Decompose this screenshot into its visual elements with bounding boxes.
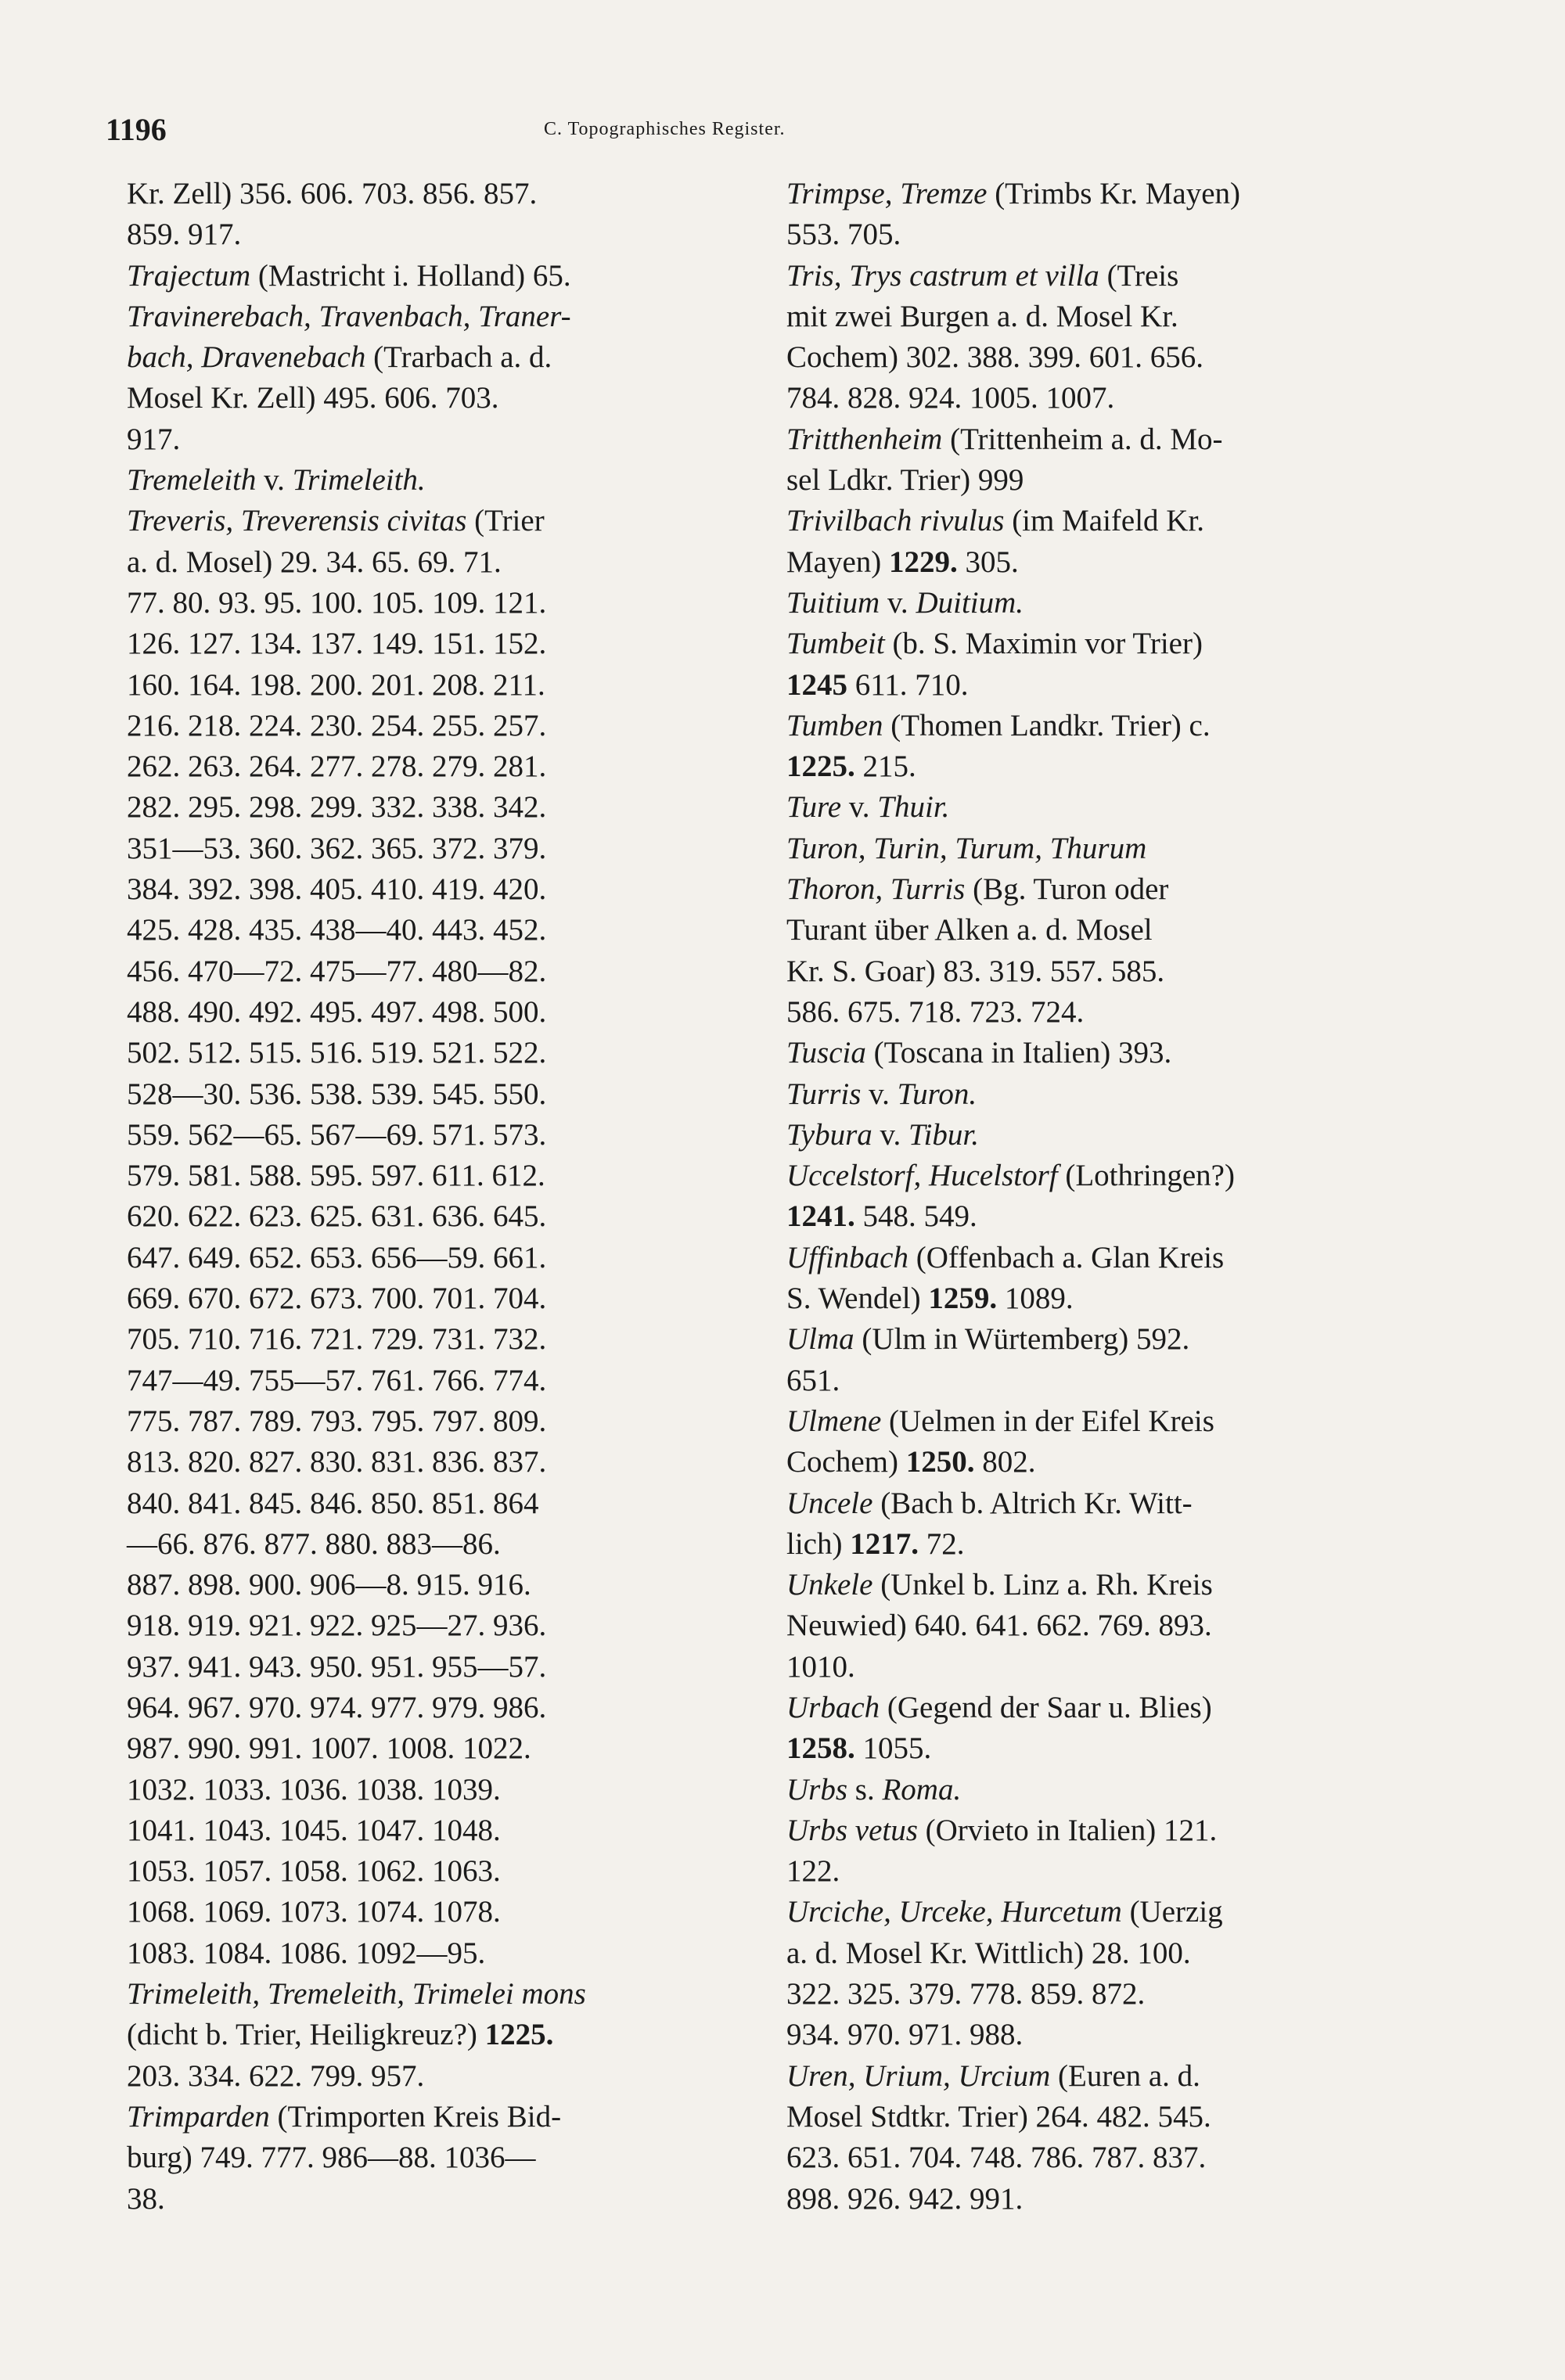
entry-text: 528—30. 536. 538. 539. 545. 550. <box>127 1077 547 1111</box>
place-name: Unkele <box>786 1568 873 1602</box>
register-line <box>127 829 808 869</box>
register-line <box>786 1770 1436 1810</box>
entry-text: 282. 295. 298. 299. 332. 338. 342. <box>127 790 547 825</box>
register-line <box>786 2137 1436 2178</box>
entry-text: S. Wendel) <box>786 1282 929 1316</box>
entry-text: (Ulm in Würtemberg) 592. <box>854 1322 1190 1357</box>
place-name: Trivilbach rivulus <box>786 504 1005 538</box>
register-line <box>786 1156 1436 1196</box>
register-line <box>127 1033 808 1073</box>
place-name: Treveris, Treverensis civitas <box>127 504 467 538</box>
entry-text: 611. 710. <box>847 667 969 702</box>
entry-text: 1041. 1043. 1045. 1047. 1048. <box>127 1813 501 1847</box>
register-line <box>127 992 808 1033</box>
place-name: Tibur. <box>908 1117 979 1152</box>
register-line <box>127 1524 808 1565</box>
running-title: C. Topographisches Register. <box>544 119 786 139</box>
entry-text: 620. 622. 623. 625. 631. 636. 645. <box>127 1199 547 1234</box>
register-line <box>127 1851 808 1892</box>
place-name: Ulmene <box>786 1404 882 1438</box>
register-line <box>786 1524 1436 1565</box>
entry-text: v. <box>256 463 293 498</box>
register-line <box>127 378 808 419</box>
register-line <box>127 869 808 910</box>
entry-text: 553. 705. <box>786 218 901 252</box>
entry-text: 38. <box>127 2181 165 2216</box>
register-line <box>786 2015 1436 2055</box>
page-number: 1196 <box>106 112 167 147</box>
entry-text: (Thomen Landkr. Trier) c. <box>883 708 1211 742</box>
register-line <box>786 337 1436 378</box>
entry-text: (Trimporten Kreis Bid- <box>269 2099 562 2134</box>
register-line <box>786 214 1436 255</box>
entry-text: 623. 651. 704. 748. 786. 787. 837. <box>786 2141 1207 2175</box>
register-line <box>786 910 1436 951</box>
register-line <box>127 2015 808 2055</box>
entry-text: 937. 941. 943. 950. 951. 955—57. <box>127 1649 547 1684</box>
register-line <box>786 706 1436 746</box>
entry-text: 802. <box>974 1445 1036 1479</box>
entry-text: 203. 334. 622. 799. 957. <box>127 2058 425 2093</box>
entry-text: 1053. 1057. 1058. 1062. 1063. <box>127 1854 501 1889</box>
place-name: Travinerebach, Travenbach, Traner- <box>127 299 571 333</box>
place-name: Tumben <box>786 708 883 742</box>
place-name: bach, Dravenebach <box>127 340 366 375</box>
register-line <box>127 297 808 337</box>
entry-text: (Toscana in Italien) 393. <box>865 1036 1172 1070</box>
register-line <box>127 174 808 214</box>
entry-text: 669. 670. 672. 673. 700. 701. 704. <box>127 1282 547 1316</box>
entry-text: Kr. Zell) 356. 606. 703. 856. 857. <box>127 177 538 210</box>
register-line <box>786 746 1436 787</box>
bold-reference: 1250. <box>905 1445 975 1479</box>
register-line <box>127 419 808 460</box>
entry-text: (Euren a. d. <box>1050 2058 1200 2093</box>
entry-text: (Offenbach a. Glan Kreis <box>908 1240 1225 1274</box>
entry-text: (Bg. Turon oder <box>965 872 1169 907</box>
register-line <box>786 1974 1436 2015</box>
entry-text: (Trarbach a. d. <box>365 340 552 375</box>
entry-text: mit zwei Burgen a. d. Mosel Kr. <box>786 299 1178 333</box>
entry-text: 784. 828. 924. 1005. 1007. <box>786 381 1115 415</box>
entry-text: v. <box>861 1077 898 1111</box>
bold-reference: 1225. <box>786 750 855 784</box>
register-line <box>127 746 808 787</box>
entry-text: 559. 562—65. 567—69. 571. 573. <box>127 1117 547 1152</box>
entry-text: (Uelmen in der Eifel Kreis <box>881 1404 1214 1438</box>
entry-text: Cochem) 302. 388. 399. 601. 656. <box>786 340 1203 375</box>
entry-text: (Mastricht i. Holland) 65. <box>250 258 571 293</box>
entry-text: 548. 549. <box>854 1199 977 1234</box>
register-line <box>127 501 808 541</box>
entry-text: 1010. <box>786 1649 855 1684</box>
register-line <box>127 1810 808 1851</box>
place-name: Duitium. <box>916 585 1024 620</box>
register-line <box>127 665 808 706</box>
entry-text: 859. 917. <box>127 218 242 252</box>
place-name: Tris, Trys castrum et villa <box>786 258 1099 293</box>
bold-reference: 1245 <box>786 667 847 702</box>
entry-text: 126. 127. 134. 137. 149. 151. 152. <box>127 627 547 661</box>
register-line <box>127 951 808 992</box>
entry-text: 351—53. 360. 362. 365. 372. 379. <box>127 831 547 865</box>
register-line <box>127 1278 808 1319</box>
register-line <box>786 378 1436 419</box>
entry-text: sel Ldkr. Trier) 999 <box>786 463 1024 498</box>
entry-text: 898. 926. 942. 991. <box>786 2181 1024 2216</box>
right-column <box>786 174 1436 2220</box>
register-line <box>786 1278 1436 1319</box>
register-line <box>786 2056 1436 2097</box>
register-line <box>786 1483 1436 1524</box>
register-line <box>786 1605 1436 1646</box>
entry-text: 160. 164. 198. 200. 201. 208. 211. <box>127 667 545 702</box>
entry-text: 425. 428. 435. 438—40. 443. 452. <box>127 913 547 947</box>
entry-text: (Gegend der Saar u. Blies) <box>880 1690 1212 1724</box>
place-name: Turon, Turin, Turum, Thurum <box>786 831 1147 865</box>
entry-text: 122. <box>786 1854 840 1889</box>
entry-text: 456. 470—72. 475—77. 480—82. <box>127 954 547 988</box>
place-name: Ture <box>786 790 842 825</box>
register-line <box>127 1770 808 1810</box>
entry-text: 502. 512. 515. 516. 519. 521. 522. <box>127 1036 547 1070</box>
entry-text: 747—49. 755—57. 761. 766. 774. <box>127 1363 547 1397</box>
register-line <box>786 1238 1436 1278</box>
entry-text: 964. 967. 970. 974. 977. 979. 986. <box>127 1690 547 1724</box>
register-line <box>127 214 808 255</box>
entry-text: 775. 787. 789. 793. 795. 797. 809. <box>127 1404 547 1438</box>
entry-text: 918. 919. 921. 922. 925—27. 936. <box>127 1609 547 1643</box>
register-line <box>127 1974 808 2015</box>
entry-text: 1089. <box>997 1282 1074 1316</box>
entry-text: Kr. S. Goar) 83. 319. 557. 585. <box>786 954 1165 988</box>
register-line <box>786 2097 1436 2137</box>
register-line <box>786 1115 1436 1156</box>
entry-text: 1083. 1084. 1086. 1092—95. <box>127 1936 486 1970</box>
place-name: Thoron, Turris <box>786 872 966 907</box>
register-line <box>786 1647 1436 1688</box>
register-line <box>127 1565 808 1605</box>
entry-text: v. <box>872 1117 909 1152</box>
register-line <box>127 910 808 951</box>
register-line <box>786 1728 1436 1769</box>
register-line <box>127 2097 808 2137</box>
register-line <box>127 2179 808 2220</box>
register-line <box>127 1647 808 1688</box>
register-line <box>786 1361 1436 1401</box>
place-name: Tumbeit <box>786 627 885 661</box>
entry-text: 1055. <box>854 1731 932 1766</box>
entry-text: v. <box>841 790 878 825</box>
register-line <box>786 297 1436 337</box>
entry-text: 488. 490. 492. 495. 497. 498. 500. <box>127 994 547 1029</box>
bold-reference: 1225. <box>484 2018 554 2052</box>
entry-text: 705. 710. 716. 721. 729. 731. 732. <box>127 1322 547 1357</box>
entry-text: 262. 263. 264. 277. 278. 279. 281. <box>127 750 547 784</box>
register-line <box>786 1319 1436 1360</box>
entry-text: (Unkel b. Linz a. Rh. Kreis <box>872 1568 1213 1602</box>
entry-text: (Trier <box>466 504 545 538</box>
place-name: Ulma <box>786 1322 854 1357</box>
register-line <box>786 542 1436 583</box>
register-line <box>786 460 1436 501</box>
place-name: Urbs vetus <box>786 1813 918 1847</box>
register-line <box>127 2137 808 2178</box>
entry-text: 987. 990. 991. 1007. 1008. 1022. <box>127 1731 531 1766</box>
entry-text: —66. 876. 877. 880. 883—86. <box>127 1526 501 1561</box>
register-line <box>786 1810 1436 1851</box>
register-line <box>127 1074 808 1115</box>
entry-text: 305. <box>957 545 1019 579</box>
place-name: Uncele <box>786 1486 873 1520</box>
entry-text: 934. 970. 971. 988. <box>786 2018 1024 2052</box>
register-line <box>127 1361 808 1401</box>
entry-text: 840. 841. 845. 846. 850. 851. 864 <box>127 1486 539 1520</box>
page-header <box>106 111 1495 158</box>
bold-reference: 1217. <box>850 1526 919 1561</box>
place-name: Trimparden <box>127 2099 270 2134</box>
entry-text: (Orvieto in Italien) 121. <box>917 1813 1218 1847</box>
place-name: Urbs <box>786 1772 848 1807</box>
place-name: Tybura <box>786 1117 872 1152</box>
register-line <box>127 1892 808 1932</box>
entry-text: (b. S. Maximin vor Trier) <box>884 627 1203 661</box>
place-name: Turon. <box>897 1077 977 1111</box>
place-name: Tremeleith <box>127 463 257 498</box>
entry-text: Neuwied) 640. 641. 662. 769. 893. <box>786 1609 1212 1643</box>
entry-text: (Trimbs Kr. Mayen) <box>987 177 1240 210</box>
register-line <box>786 665 1436 706</box>
entry-text: (Bach b. Altrich Kr. Witt- <box>872 1486 1193 1520</box>
register-line <box>786 1033 1436 1073</box>
entry-text: a. d. Mosel) 29. 34. 65. 69. 71. <box>127 545 502 579</box>
register-line <box>127 1238 808 1278</box>
register-line <box>786 501 1436 541</box>
place-name: Trimpse, Tremze <box>786 177 988 210</box>
register-line <box>786 1074 1436 1115</box>
entry-text: 215. <box>854 750 916 784</box>
place-name: Tuitium <box>786 585 880 620</box>
entry-text: Cochem) <box>786 1445 906 1479</box>
entry-text: 216. 218. 224. 230. 254. 255. 257. <box>127 708 547 742</box>
register-line <box>786 419 1436 460</box>
register-line <box>127 583 808 624</box>
register-line <box>786 174 1436 214</box>
left-column <box>127 174 808 2220</box>
place-name: Uren, Urium, Urcium <box>786 2058 1051 2093</box>
register-line <box>786 2179 1436 2220</box>
register-line <box>786 1401 1436 1442</box>
place-name: Trajectum <box>127 258 251 293</box>
register-line <box>127 337 808 378</box>
entry-text: 1032. 1033. 1036. 1038. 1039. <box>127 1772 501 1807</box>
register-line <box>127 542 808 583</box>
entry-text: (Treis <box>1099 258 1179 293</box>
register-line <box>786 787 1436 828</box>
register-line <box>127 256 808 297</box>
entry-text: 322. 325. 379. 778. 859. 872. <box>786 1977 1146 2011</box>
register-line <box>127 1401 808 1442</box>
register-line <box>786 1892 1436 1932</box>
place-name: Uffinbach <box>786 1240 908 1274</box>
entry-text: 917. <box>127 422 181 456</box>
entry-text: (im Maifeld Kr. <box>1004 504 1205 538</box>
entry-text: (Lothringen?) <box>1057 1159 1235 1193</box>
register-line <box>127 1156 808 1196</box>
bold-reference: 1258. <box>786 1731 855 1766</box>
register-line <box>127 1728 808 1769</box>
place-name: Trimeleith. <box>292 463 426 498</box>
entry-text: 77. 80. 93. 95. 100. 105. 109. 121. <box>127 585 547 620</box>
register-line <box>127 1196 808 1237</box>
entry-text: 887. 898. 900. 906—8. 915. 916. <box>127 1568 531 1602</box>
register-line <box>127 460 808 501</box>
place-name: Turris <box>786 1077 862 1111</box>
place-name: Thuir. <box>877 790 950 825</box>
place-name: Roma. <box>882 1772 962 1807</box>
place-name: Tritthenheim <box>786 422 943 456</box>
register-line <box>786 583 1436 624</box>
entry-text: 384. 392. 398. 405. 410. 419. 420. <box>127 872 547 907</box>
entry-text: 1068. 1069. 1073. 1074. 1078. <box>127 1895 501 1929</box>
entry-text: (Uerzig <box>1121 1895 1223 1929</box>
entry-text: lich) <box>786 1526 851 1561</box>
entry-text: burg) 749. 777. 986—88. 1036— <box>127 2141 536 2175</box>
entry-text: s. <box>847 1772 883 1807</box>
entry-text: 586. 675. 718. 723. 724. <box>786 994 1085 1029</box>
register-line <box>127 1319 808 1360</box>
register-line <box>127 1688 808 1728</box>
register-line <box>786 992 1436 1033</box>
entry-text: Mosel Kr. Zell) 495. 606. 703. <box>127 381 499 415</box>
entry-text: Turant über Alken a. d. Mosel <box>786 913 1153 947</box>
place-name: Uccelstorf, Hucelstorf <box>786 1159 1058 1193</box>
register-line <box>786 829 1436 869</box>
register-line <box>786 256 1436 297</box>
place-name: Urbach <box>786 1690 880 1724</box>
bold-reference: 1229. <box>889 545 958 579</box>
register-line <box>786 1933 1436 1974</box>
bold-reference: 1241. <box>786 1199 855 1234</box>
register-line <box>786 1196 1436 1237</box>
register-line <box>786 869 1436 910</box>
entry-text: 647. 649. 652. 653. 656—59. 661. <box>127 1240 547 1274</box>
entry-text: 813. 820. 827. 830. 831. 836. 837. <box>127 1445 547 1479</box>
register-line <box>786 1851 1436 1892</box>
bold-reference: 1259. <box>928 1282 998 1316</box>
entry-text: a. d. Mosel Kr. Wittlich) 28. 100. <box>786 1936 1191 1970</box>
register-line <box>786 1688 1436 1728</box>
register-line <box>786 1442 1436 1483</box>
place-name: Tuscia <box>786 1036 866 1070</box>
place-name: Trimeleith, Tremeleith, Trimelei mons <box>127 1977 586 2011</box>
register-line <box>786 951 1436 992</box>
entry-text: Mayen) <box>786 545 890 579</box>
entry-text: 651. <box>786 1363 840 1397</box>
register-line <box>127 1483 808 1524</box>
register-line <box>127 706 808 746</box>
entry-text: 72. <box>918 1526 965 1561</box>
register-line <box>127 1605 808 1646</box>
register-line <box>127 1115 808 1156</box>
register-line <box>786 624 1436 664</box>
register-line <box>786 1565 1436 1605</box>
place-name: Urciche, Urceke, Hurcetum <box>786 1895 1122 1929</box>
entry-text: (Trittenheim a. d. Mo- <box>942 422 1223 456</box>
entry-text: v. <box>880 585 916 620</box>
register-line <box>127 1442 808 1483</box>
register-line <box>127 624 808 664</box>
entry-text: Mosel Stdtkr. Trier) 264. 482. 545. <box>786 2099 1211 2134</box>
entry-text: 579. 581. 588. 595. 597. 611. 612. <box>127 1159 545 1193</box>
register-line <box>127 1933 808 1974</box>
entry-text: (dicht b. Trier, Heiligkreuz?) <box>127 2018 485 2052</box>
register-line <box>127 787 808 828</box>
register-line <box>127 2056 808 2097</box>
